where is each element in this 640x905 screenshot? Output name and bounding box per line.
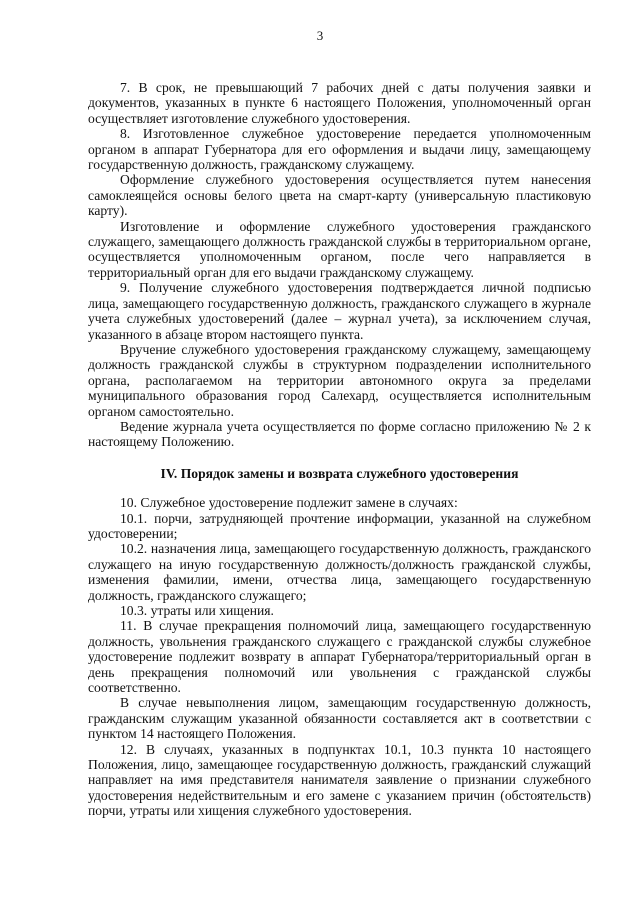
paragraph-territorial-body: Изготовление и оформление служебного удостоверения гражданского служащего, замещающего должность гражданской службы в территориальном органе, осуществляется уполномоченным органом, после чего направляется в территориальный орган для его выдачи гражданскому служащему. <box>88 218 591 280</box>
paragraph-failure-act: В случае невыполнения лицом, замещающим государственную должность, гражданским служащим указанной обязанности составляется акт в соответствии с пунктом 14 настоящего Положения. <box>88 695 591 742</box>
paragraph-item-7: 7. В срок, не превышающий 7 рабочих дней с даты получения заявки и документов, указанных в пункте 6 настоящего Положения, уполномоченный орган осуществляет изготовление служебного удостоверения. <box>88 80 591 126</box>
document-body <box>88 80 591 819</box>
paragraph-item-11: 11. В случае прекращения полномочий лица, замещающего государственную должность, увольнения гражданского служащего с гражданской службы служебное удостоверение подлежит возврату в аппарат Губернатора/территориальный орган в день прекращения полномочий или увольнения с гражданской службы соответственно. <box>88 618 591 696</box>
paragraph-item-10: 10. Служебное удостоверение подлежит замене в случаях: <box>120 495 458 511</box>
paragraph-item-12: 12. В случаях, указанных в подпунктах 10.1, 10.3 пункта 10 настоящего Положения, лицо, замещающее государственную должность, гражданский служащий направляет на имя представителя нанимателя заявление о признании служебного удостоверения недействительным и его замене с указанием причин (обстоятельств) порчи, утраты или хищения служебного удостоверения. <box>88 741 591 819</box>
paragraph-design-smart-card: Оформление служебного удостоверения осуществляется путем нанесения самоклеящейся основы белого цвета на смарт-карту (универсальную пластиковую карту). <box>88 172 591 219</box>
paragraph-item-10-3: 10.3. утраты или хищения. <box>120 603 274 618</box>
paragraph-journal-form: Ведение журнала учета осуществляется по форме согласно приложению № 2 к настоящему Положению. <box>88 418 591 450</box>
page-number: 3 <box>316 28 324 43</box>
paragraph-item-8: 8. Изготовленное служебное удостоверение передается уполномоченным органом в аппарат Губернатора для его оформления и выдачи лицу, замещающему государственную должность, гражданскому служащему. <box>88 126 591 173</box>
paragraph-item-10-2: 10.2. назначения лица, замещающего государственную должность, гражданского служащего на иную государственную должность/должность гражданской службы, изменения фамилии, имени, отчества лица, замещающего государственную должность, гражданского служащего; <box>88 541 591 603</box>
paragraph-handover: Вручение служебного удостоверения гражданскому служащему, замещающему должность гражданской службы в структурном подразделении исполнительного органа, располагаемом на территории автономного округа за пределами муниципального образования город Салехард, осуществляется исполнительным органом самостоятельно. <box>88 341 591 419</box>
section-heading: IV. Порядок замены и возврата служебного удостоверения <box>160 465 519 481</box>
paragraph-item-10-1: 10.1. порчи, затрудняющей прочтение информации, указанной на служебном удостоверении; <box>88 510 591 541</box>
paragraph-item-9: 9. Получение служебного удостоверения подтверждается личной подписью лица, замещающего государственную должность, гражданского служащего в журнале учета служебных удостоверений (далее – журнал учета), за исключением случая, указанного в абзаце втором настоящего пункта. <box>88 280 591 342</box>
